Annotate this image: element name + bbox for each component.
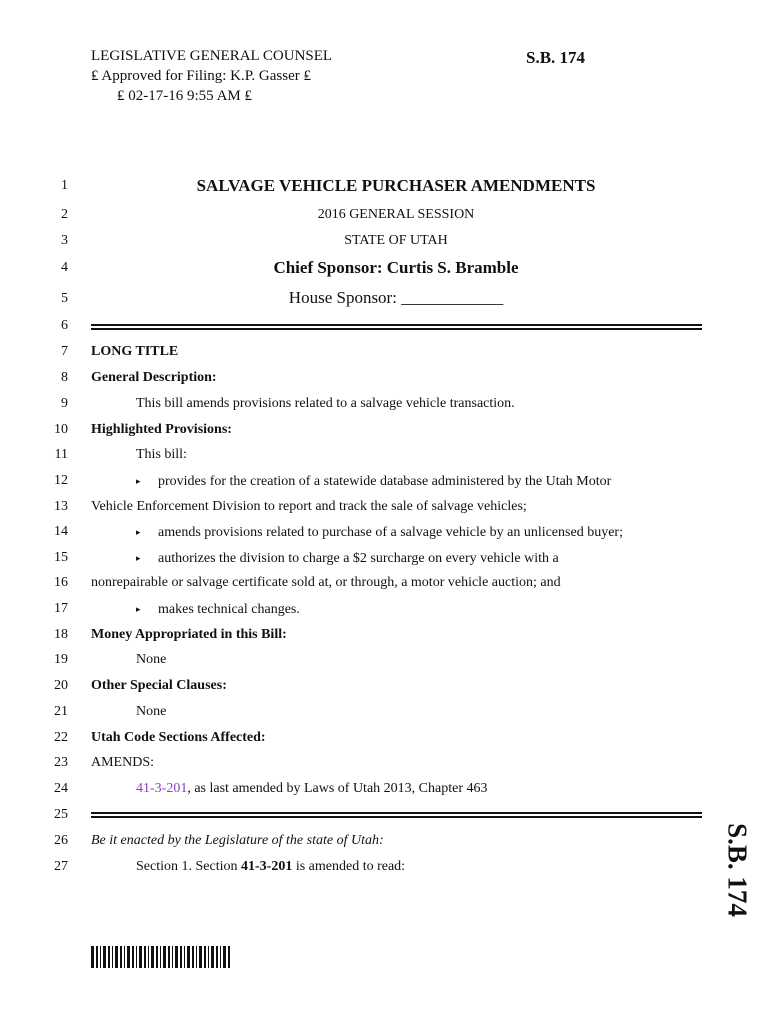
- section-ref: 41-3-201: [241, 859, 293, 874]
- barcode-bar: [127, 946, 130, 968]
- line-number: 25: [54, 807, 68, 822]
- barcode-bar: [132, 946, 134, 968]
- line-number: 24: [54, 781, 68, 796]
- state-label: STATE OF UTAH: [344, 233, 448, 248]
- code-sections-heading: Utah Code Sections Affected:: [91, 730, 266, 745]
- provision-text: provides for the creation of a statewide database administered by the Utah Motor: [158, 474, 612, 489]
- barcode-bar: [172, 946, 173, 968]
- line-number: 5: [61, 291, 68, 306]
- provision-item: [136, 600, 300, 619]
- rule-top-2: [91, 328, 702, 330]
- barcode-bar: [192, 946, 194, 968]
- barcode-bar: [220, 946, 221, 968]
- barcode-bar: [216, 946, 218, 968]
- barcode-bar: [228, 946, 230, 968]
- amends-label: AMENDS:: [91, 755, 155, 770]
- provision-continuation: Vehicle Enforcement Division to report and track the sale of salvage vehicles;: [91, 499, 527, 514]
- barcode-bar: [108, 946, 110, 968]
- line-number: 14: [54, 524, 68, 539]
- barcode-bar: [139, 946, 142, 968]
- rule-top-1: [91, 324, 702, 326]
- barcode-bar: [168, 946, 170, 968]
- money-heading: Money Appropriated in this Bill:: [91, 627, 287, 642]
- amended-note: , as last amended by Laws of Utah 2013, Chapter 463: [187, 781, 488, 796]
- line-number: 7: [61, 344, 68, 359]
- barcode-bar: [156, 946, 158, 968]
- section-link[interactable]: 41-3-201: [136, 781, 188, 796]
- approval-line: ₤ Approved for Filing: K.P. Gasser ₤: [91, 68, 311, 84]
- barcode-bar: [160, 946, 161, 968]
- line-number: 18: [54, 627, 68, 642]
- general-description-heading: General Description:: [91, 370, 217, 385]
- side-bill-text: S.B. 174: [722, 823, 753, 917]
- barcode-bar: [151, 946, 154, 968]
- barcode-bar: [124, 946, 125, 968]
- barcode-bar: [223, 946, 226, 968]
- provision-text: authorizes the division to charge a $2 surcharge on every vehicle with a: [158, 551, 559, 566]
- line-number: 4: [61, 260, 68, 275]
- general-description-text: This bill amends provisions related to a salvage vehicle transaction.: [136, 396, 515, 411]
- barcode-bar: [112, 946, 113, 968]
- provision-continuation: nonrepairable or salvage certificate sold at, or through, a motor vehicle auction; and: [91, 575, 561, 590]
- money-value: None: [136, 652, 167, 667]
- barcode-bar: [208, 946, 209, 968]
- barcode-bar: [187, 946, 190, 968]
- barcode-bar: [136, 946, 137, 968]
- line-number: 21: [54, 704, 68, 719]
- barcode-bar: [196, 946, 197, 968]
- barcode-bar: [163, 946, 166, 968]
- provision-text: amends provisions related to purchase of a salvage vehicle by an unlicensed buyer;: [158, 525, 623, 540]
- special-clauses-heading: Other Special Clauses:: [91, 678, 227, 693]
- long-title-heading: LONG TITLE: [91, 344, 179, 359]
- session-label: 2016 GENERAL SESSION: [317, 207, 475, 222]
- bill-title: SALVAGE VEHICLE PURCHASER AMENDMENTS: [196, 176, 596, 195]
- barcode-bar: [148, 946, 149, 968]
- section-heading-line: [136, 858, 405, 876]
- line-number: 10: [54, 422, 68, 437]
- barcode-image: [91, 946, 231, 968]
- rule-bottom-2: [91, 816, 702, 818]
- provision-item: [136, 472, 611, 491]
- bullet-icon: ▸: [136, 604, 141, 614]
- line-number: 2: [61, 207, 68, 222]
- line-number: 1: [61, 178, 68, 193]
- barcode-bar: [96, 946, 98, 968]
- special-clauses-value: None: [136, 704, 167, 719]
- amended-section-line: [136, 780, 487, 798]
- line-number: 19: [54, 652, 68, 667]
- barcode-bar: [184, 946, 185, 968]
- barcode-bar: [199, 946, 202, 968]
- barcode-bar: [115, 946, 118, 968]
- house-sponsor: House Sponsor: ____________: [288, 288, 504, 307]
- enacting-clause: Be it enacted by the Legislature of the state of Utah:: [91, 833, 384, 848]
- bullet-icon: ▸: [136, 476, 141, 486]
- barcode-bar: [100, 946, 101, 968]
- bullet-icon: ▸: [136, 527, 141, 537]
- line-number: 20: [54, 678, 68, 693]
- provision-item: [136, 523, 623, 542]
- barcode-bar: [180, 946, 182, 968]
- line-number: 9: [61, 396, 68, 411]
- barcode-bar: [120, 946, 122, 968]
- highlighted-provisions-heading: Highlighted Provisions:: [91, 422, 232, 437]
- approval-datetime: ₤ 02-17-16 9:55 AM ₤: [117, 88, 252, 104]
- bill-number: S.B. 174: [526, 48, 586, 67]
- line-number: 22: [54, 730, 68, 745]
- section-prefix: Section 1. Section: [136, 859, 241, 874]
- line-number: 12: [54, 473, 68, 488]
- barcode-bar: [204, 946, 206, 968]
- line-number: 16: [54, 575, 68, 590]
- section-suffix: is amended to read:: [292, 859, 406, 874]
- side-bill-label: [722, 810, 752, 930]
- line-number: 27: [54, 859, 68, 874]
- line-number: 11: [54, 447, 68, 462]
- line-number: 8: [61, 370, 68, 385]
- bullet-icon: ▸: [136, 553, 141, 563]
- line-number: 17: [54, 601, 68, 616]
- barcode-bar: [103, 946, 106, 968]
- rule-bottom-1: [91, 812, 702, 814]
- line-number: 15: [54, 550, 68, 565]
- barcode-bar: [175, 946, 178, 968]
- provision-item: [136, 549, 559, 568]
- chief-sponsor: Chief Sponsor: Curtis S. Bramble: [273, 258, 519, 277]
- line-number: 23: [54, 755, 68, 770]
- barcode-bar: [144, 946, 146, 968]
- this-bill-label: This bill:: [136, 447, 187, 462]
- barcode-bar: [211, 946, 214, 968]
- barcode-bar: [91, 946, 94, 968]
- office-name: LEGISLATIVE GENERAL COUNSEL: [91, 48, 333, 64]
- line-number: 6: [61, 318, 68, 333]
- line-number: 13: [54, 499, 68, 514]
- provision-text: makes technical changes.: [158, 602, 300, 617]
- line-number: 26: [54, 833, 68, 848]
- line-number: 3: [61, 233, 68, 248]
